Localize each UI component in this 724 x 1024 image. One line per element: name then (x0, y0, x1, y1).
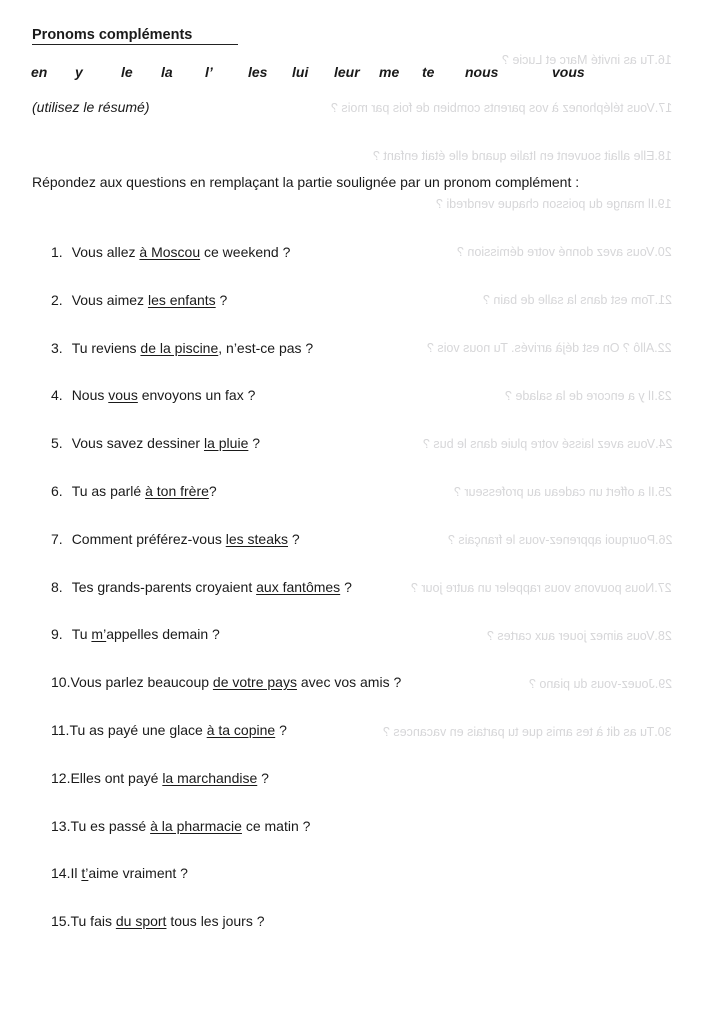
question-text: appelles demain ? (106, 626, 220, 642)
question-number: 14. (51, 865, 71, 881)
question-item (51, 483, 217, 499)
title-underline (32, 44, 238, 45)
question-text: ? (288, 531, 300, 547)
underlined-segment: à ton frère (145, 483, 209, 499)
bleed-through-line: 22.Allô ? On est déjà arrivés. Tu nous vois ? (427, 341, 672, 355)
underlined-segment: du sport (115, 913, 167, 929)
question-text: Tu (71, 626, 92, 642)
question-item (51, 913, 265, 929)
question-number: 11. (51, 722, 70, 738)
question-number: 9. (51, 626, 63, 642)
bleed-through-line: 23.Il y a encore de la salade ? (505, 389, 672, 403)
pronoun-item: nous (465, 64, 499, 80)
bleed-through-line: 18.Elle allait souvent en Italie quand elle était enfant ? (373, 149, 672, 163)
underlined-segment: la marchandise (162, 770, 258, 786)
underlined-segment: à Moscou (139, 244, 201, 260)
question-text: ? (275, 722, 287, 738)
question-number: 8. (51, 579, 63, 595)
question-text: Vous savez dessiner (71, 435, 204, 451)
question-number: 5. (51, 435, 63, 451)
underlined-segment: vous (108, 387, 138, 403)
pronoun-item: en (31, 64, 48, 80)
bleed-through-line: 20.Vous avez donné votre démission ? (457, 245, 672, 259)
question-text: Tu fais (70, 913, 116, 929)
pronoun-item: l’ (205, 64, 213, 80)
question-text: Il (70, 865, 82, 881)
underlined-segment: aux fantômes (256, 579, 341, 595)
question-text: envoyons un fax ? (137, 387, 256, 403)
instruction: Répondez aux questions en remplaçant la partie soulignée par un pronom complément : (32, 174, 580, 190)
pronoun-item: te (422, 64, 435, 80)
question-text: , n’est-ce pas ? (218, 340, 314, 356)
question-text: ? (340, 579, 352, 595)
question-text: ce matin ? (241, 818, 311, 834)
question-item (51, 818, 310, 834)
question-text: ? (248, 435, 261, 451)
underlined-segment: de votre pays (212, 674, 297, 690)
question-number: 10. (51, 674, 71, 690)
pronoun-item: y (75, 64, 83, 80)
pronoun-item: la (161, 64, 173, 80)
question-number: 15. (51, 913, 71, 929)
pronoun-item: leur (334, 64, 360, 80)
underlined-segment: t’ (81, 865, 89, 881)
question-text: ce weekend ? (200, 244, 291, 260)
bleed-through-line: 17.Vous téléphonez à vos parents combien de fois par mois ? (330, 101, 672, 115)
question-text: ? (208, 483, 217, 499)
question-item (51, 674, 401, 690)
pronoun-item: vous (552, 64, 585, 80)
question-item (51, 387, 255, 403)
question-item (51, 435, 260, 451)
underlined-segment: m’ (91, 626, 107, 642)
question-item (51, 292, 227, 308)
question-number: 13. (51, 818, 71, 834)
question-text: aime vraiment ? (88, 865, 188, 881)
pronoun-item: les (248, 64, 268, 80)
question-number: 6. (51, 483, 63, 499)
bleed-through-line: 30.Tu as dit à tes amis que tu partais en vacances ? (383, 725, 672, 739)
bleed-through-line: 27.Nous pouvons vous rappeler un autre jour ? (411, 581, 672, 595)
underlined-segment: les enfants (147, 292, 216, 308)
question-text: avec vos amis ? (296, 674, 402, 690)
question-item (51, 770, 269, 786)
question-text: Tu es passé (70, 818, 151, 834)
question-text: Tu as payé une glace (69, 722, 207, 738)
question-text: Vous aimez (71, 292, 148, 308)
question-text: ? (257, 770, 269, 786)
question-number: 2. (51, 292, 63, 308)
question-text: Comment préférez-vous (71, 531, 226, 547)
question-item (51, 626, 220, 642)
question-item (51, 244, 290, 260)
question-item (51, 865, 188, 881)
underlined-segment: à ta copine (206, 722, 276, 738)
pronoun-item: me (379, 64, 400, 80)
bleed-through-line: 24.Vous avez laissé votre pluie dans le bus ? (422, 437, 672, 451)
underlined-segment: la pluie (203, 435, 249, 451)
question-number: 1. (51, 244, 63, 260)
question-number: 4. (51, 387, 63, 403)
note: (utilisez le résumé) (32, 99, 150, 115)
underlined-segment: les steaks (225, 531, 288, 547)
bleed-through-line: 25.Il a offert un cadeau au professeur ? (454, 485, 672, 499)
bleed-through-line: 26.Pourquoi apprenez-vous le français ? (447, 533, 672, 547)
question-text: Nous (71, 387, 109, 403)
question-text: Tu reviens (71, 340, 141, 356)
bleed-through-line: 19.Il mange du poisson chaque vendredi ? (436, 197, 672, 211)
question-text: Tu as parlé (71, 483, 146, 499)
pronoun-item: lui (292, 64, 309, 80)
page-title: Pronoms compléments (32, 27, 193, 43)
question-number: 7. (51, 531, 63, 547)
bleed-through-line: 29.Jouez-vous du piano ? (528, 677, 672, 691)
bleed-through-line: 16.Tu as invité Marc et Lucie ? (502, 53, 672, 67)
question-item (51, 579, 352, 595)
question-text: Vous allez (71, 244, 140, 260)
question-item (51, 722, 287, 738)
question-item (51, 531, 300, 547)
bleed-through-line: 21.Tom est dans la salle de bain ? (482, 293, 672, 307)
bleed-through-line: 28.Vous aimez jouer aux cartes ? (487, 629, 672, 643)
underlined-segment: à la pharmacie (150, 818, 242, 834)
question-number: 12. (51, 770, 71, 786)
question-text: ? (215, 292, 228, 308)
pronoun-item: le (121, 64, 133, 80)
question-item (51, 340, 313, 356)
question-number: 3. (51, 340, 63, 356)
question-text: tous les jours ? (166, 913, 265, 929)
question-text: Vous parlez beaucoup (70, 674, 213, 690)
underlined-segment: de la piscine (140, 340, 219, 356)
question-text: Elles ont payé (70, 770, 163, 786)
question-text: Tes grands-parents croyaient (71, 579, 257, 595)
